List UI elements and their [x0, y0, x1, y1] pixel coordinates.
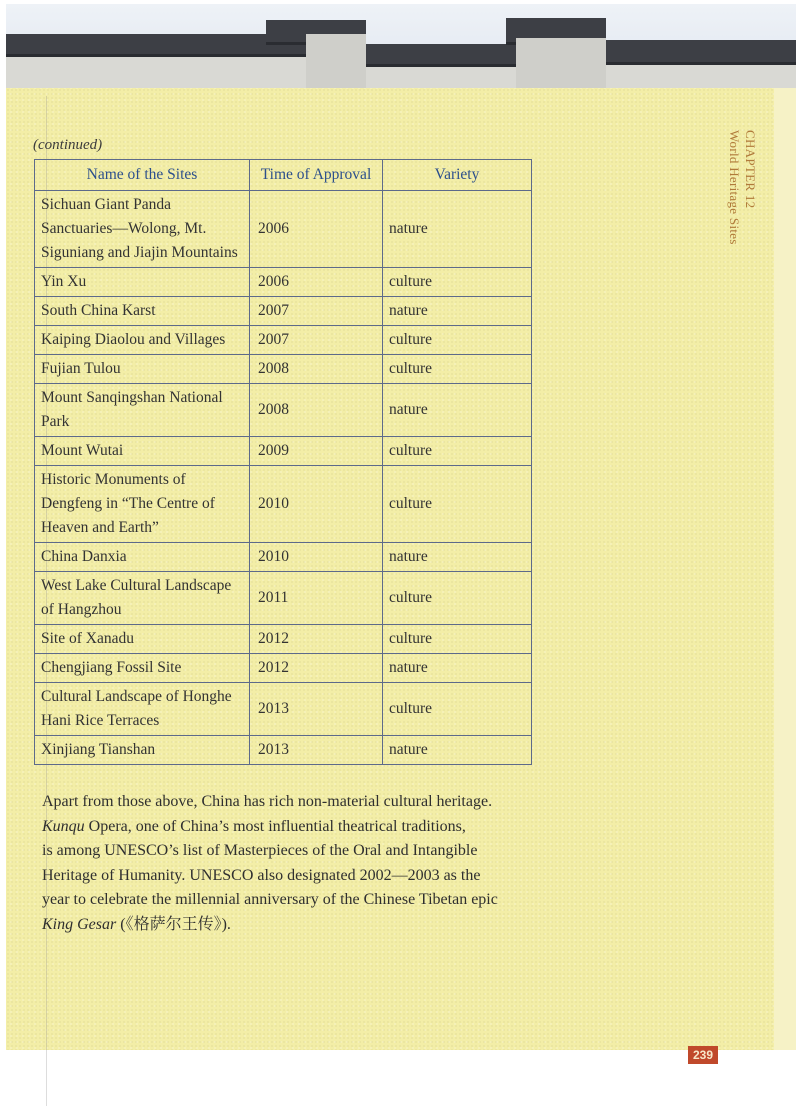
table-row — [35, 191, 532, 268]
site-variety: nature — [383, 654, 532, 683]
site-name: Yin Xu — [35, 268, 250, 297]
paragraph-line: Apart from those above, China has rich non-material cultural heritage. — [42, 793, 493, 810]
site-variety: nature — [383, 191, 532, 268]
table-row — [35, 654, 532, 683]
header-photo-rooftops — [6, 4, 796, 96]
table-row — [35, 625, 532, 654]
kunqu-term: Kunqu — [42, 817, 85, 835]
site-year: 2006 — [250, 191, 383, 268]
site-variety: nature — [383, 384, 532, 437]
table-row — [35, 268, 532, 297]
table-header-row — [35, 160, 532, 191]
paragraph-line: is among UNESCO’s list of Masterpieces of the Oral and Intangible — [42, 842, 478, 859]
chapter-side-label — [726, 130, 758, 245]
table-row — [35, 437, 532, 466]
site-year: 2010 — [250, 543, 383, 572]
table-row — [35, 297, 532, 326]
site-variety: culture — [383, 683, 532, 736]
site-name: Chengjiang Fossil Site — [35, 654, 250, 683]
chapter-label: CHAPTER 12 — [743, 130, 758, 209]
header-time: Time of Approval — [250, 160, 383, 191]
king-gesar-term: King Gesar — [42, 915, 117, 933]
table-row — [35, 736, 532, 765]
header-name: Name of the Sites — [35, 160, 250, 191]
site-variety: nature — [383, 736, 532, 765]
chapter-subtitle: World Heritage Sites — [727, 130, 742, 245]
page-number: 239 — [688, 1046, 718, 1064]
table-row — [35, 543, 532, 572]
site-name: Kaiping Diaolou and Villages — [35, 326, 250, 355]
site-name: Sichuan Giant Panda Sanctuaries—Wolong, Mt. Siguniang and Jiajin Mountains — [35, 191, 250, 268]
paragraph-line — [42, 913, 562, 938]
page-edge — [774, 88, 796, 1050]
site-name: Fujian Tulou — [35, 355, 250, 384]
site-year: 2012 — [250, 625, 383, 654]
paragraph-line: Heritage of Humanity. UNESCO also designated 2002—2003 as the — [42, 866, 481, 884]
site-name: Mount Wutai — [35, 437, 250, 466]
site-year: 2007 — [250, 326, 383, 355]
site-variety: culture — [383, 572, 532, 625]
site-name: West Lake Cultural Landscape of Hangzhou — [35, 572, 250, 625]
heritage-sites-table — [34, 159, 532, 765]
site-name: Cultural Landscape of Honghe Hani Rice Terraces — [35, 683, 250, 736]
site-name: Site of Xanadu — [35, 625, 250, 654]
site-variety: culture — [383, 326, 532, 355]
paragraph-text: Opera, one of China’s most influential theatrical traditions, — [84, 817, 466, 835]
chinese-title: (《格萨尔王传》). — [116, 915, 231, 933]
site-year: 2010 — [250, 466, 383, 543]
site-year: 2007 — [250, 297, 383, 326]
site-name: Historic Monuments of Dengfeng in “The Centre of Heaven and Earth” — [35, 466, 250, 543]
site-variety: culture — [383, 268, 532, 297]
table-row — [35, 683, 532, 736]
site-variety: nature — [383, 543, 532, 572]
site-year: 2013 — [250, 683, 383, 736]
site-name: Mount Sanqingshan National Park — [35, 384, 250, 437]
site-variety: culture — [383, 466, 532, 543]
site-year: 2012 — [250, 654, 383, 683]
site-year: 2013 — [250, 736, 383, 765]
header-variety: Variety — [383, 160, 532, 191]
site-year: 2008 — [250, 355, 383, 384]
site-year: 2006 — [250, 268, 383, 297]
site-name: China Danxia — [35, 543, 250, 572]
site-year: 2011 — [250, 572, 383, 625]
site-year: 2009 — [250, 437, 383, 466]
site-variety: culture — [383, 437, 532, 466]
table-row — [35, 326, 532, 355]
site-name: Xinjiang Tianshan — [35, 736, 250, 765]
site-name: South China Karst — [35, 297, 250, 326]
continued-label: (continued) — [33, 137, 103, 153]
site-year: 2008 — [250, 384, 383, 437]
heritage-paragraph — [42, 790, 562, 937]
table-row — [35, 572, 532, 625]
table-row — [35, 355, 532, 384]
paragraph-line — [42, 815, 562, 840]
table-row — [35, 384, 532, 437]
site-variety: nature — [383, 297, 532, 326]
site-variety: culture — [383, 625, 532, 654]
table-row — [35, 466, 532, 543]
paragraph-line: year to celebrate the millennial anniversary of the Chinese Tibetan epic — [42, 891, 498, 908]
site-variety: culture — [383, 355, 532, 384]
